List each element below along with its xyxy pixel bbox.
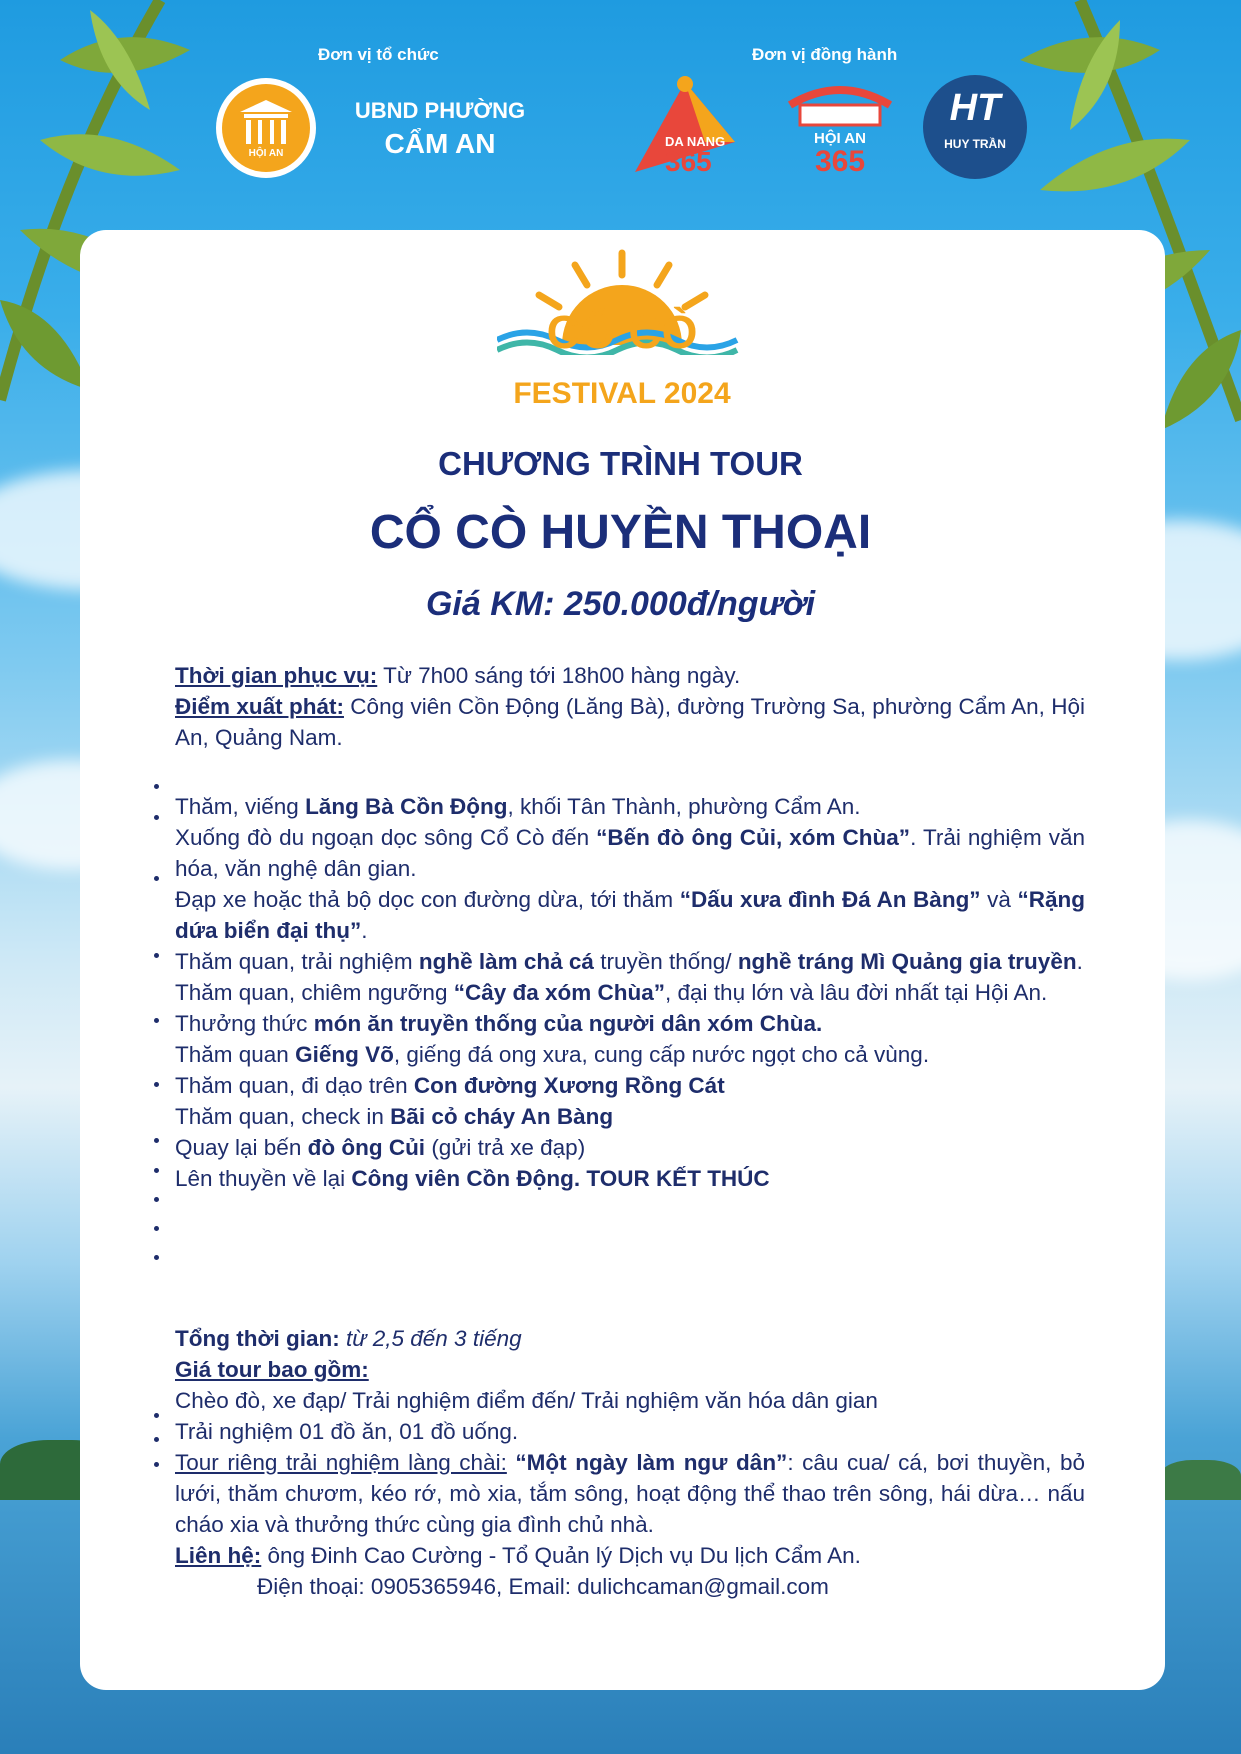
festival-name: CỔ CÒ xyxy=(546,306,698,358)
list-item: Đạp xe hoặc thả bộ dọc con đường dừa, tới thăm “Dấu xưa đình Đá An Bàng” và “Rặng dứa biển đại thụ”. xyxy=(175,887,1085,943)
private-tour: Tour riêng trải nghiệm làng chài: “Một ngày làm ngư dân”: câu cua/ cá, bơi thuyền, bỏ lưới, thăm chươm, kéo rớ, mò xia, tắm sông, hoạt động thể thao trên sông, hái dừa… nấu cháo xia và thưởng thức cùng gia đình chủ nhà. xyxy=(175,1450,1085,1537)
danang-365: 365 xyxy=(665,146,712,177)
hoian-bridge-icon xyxy=(785,75,895,135)
list-item: Lên thuyền về lại Công viên Cồn Động. TOUR KẾT THÚC xyxy=(175,1166,770,1191)
tour-name: CỔ CÒ HUYỀN THOẠI xyxy=(369,506,872,559)
bullet xyxy=(154,815,159,820)
danang-label: DA NANG xyxy=(665,134,726,149)
promo-price: Giá KM: 250.000đ/người xyxy=(425,585,816,623)
bullet xyxy=(154,1437,159,1442)
bullet xyxy=(154,953,159,958)
list-item: Thăm quan Giếng Võ, giếng đá ong xưa, cung cấp nước ngọt cho cả vùng. xyxy=(175,1042,930,1067)
hoi-an-logo-text: HỘI AN xyxy=(248,148,284,159)
bullet xyxy=(154,1018,159,1023)
include-item: Trải nghiệm 01 đồ ăn, 01 đồ uống. xyxy=(175,1419,519,1444)
hoian-365-logo xyxy=(785,75,895,185)
bullet xyxy=(154,1168,159,1173)
list-item: Xuống đò du ngoạn dọc sông Cổ Cò đến “Bến đò ông Củi, xóm Chùa”. Trải nghiệm văn hóa, văn nghệ dân gian. xyxy=(175,825,1085,881)
bullet xyxy=(154,784,159,789)
bullet xyxy=(154,1226,159,1231)
list-item: Thăm, viếng Lăng Bà Cồn Động, khối Tân Thành, phường Cẩm An. xyxy=(175,794,861,819)
festival-logo xyxy=(497,245,747,420)
list-item: Thăm quan, check in Bãi cỏ cháy An Bàng xyxy=(175,1104,614,1129)
partner-label: Đơn vị đồng hành xyxy=(752,45,898,64)
hoian-365: 365 xyxy=(814,145,866,178)
shore-trees xyxy=(1160,1460,1241,1500)
bullet xyxy=(154,1082,159,1087)
huy-tran-monogram: HT xyxy=(949,87,1001,129)
tour-summary xyxy=(175,1323,1085,1602)
danang-365-logo xyxy=(625,72,745,182)
hoian-label: HỘI AN xyxy=(814,130,866,147)
organizer-label: Đơn vị tổ chức xyxy=(318,45,439,64)
hoi-an-logo xyxy=(216,78,316,178)
festival-year: FESTIVAL 2024 xyxy=(513,377,731,410)
includes-heading: Giá tour bao gồm: xyxy=(175,1357,369,1382)
bullet xyxy=(154,1138,159,1143)
organizer-name xyxy=(340,98,540,160)
pagoda-gate-icon xyxy=(238,98,294,146)
contact: Liên hệ: ông Đinh Cao Cường - Tổ Quản lý Dịch vụ Du lịch Cẩm An. xyxy=(175,1543,861,1568)
program-title: CHƯƠNG TRÌNH TOUR xyxy=(438,445,803,482)
huy-tran-logo xyxy=(923,75,1027,179)
list-item: Thăm quan, trải nghiệm nghề làm chả cá truyền thống/ nghề tráng Mì Quảng gia truyền. xyxy=(175,949,1083,974)
bullet xyxy=(154,1255,159,1260)
organizer-name-line2: CẨM AN xyxy=(384,128,496,159)
bullet xyxy=(154,1462,159,1467)
itinerary-list xyxy=(175,791,1085,1194)
service-time: Thời gian phục vụ: Từ 7h00 sáng tới 18h00 hàng ngày. xyxy=(175,663,741,688)
bullet xyxy=(154,1413,159,1418)
bullet xyxy=(154,876,159,881)
departure-point: Điểm xuất phát: Công viên Cồn Động (Lăng Bà), đường Trường Sa, phường Cẩm An, Hội An, Quảng Nam. xyxy=(175,694,1086,750)
huy-tran-name: HUY TRẦN xyxy=(944,137,1006,151)
tour-info xyxy=(175,660,1085,753)
duration: Tổng thời gian: từ 2,5 đến 3 tiếng xyxy=(175,1326,522,1351)
include-item: Chèo đò, xe đạp/ Trải nghiệm điểm đến/ Trải nghiệm văn hóa dân gian xyxy=(175,1388,878,1413)
list-item: Thăm quan, chiêm ngưỡng “Cây đa xóm Chùa”, đại thụ lớn và lâu đời nhất tại Hội An. xyxy=(175,980,1048,1005)
list-item: Quay lại bến đò ông Củi (gửi trả xe đạp) xyxy=(175,1135,586,1160)
list-item: Thưởng thức món ăn truyền thống của người dân xóm Chùa. xyxy=(175,1011,823,1036)
bullet xyxy=(154,1197,159,1202)
list-item: Thăm quan, đi dạo trên Con đường Xương Rồng Cát xyxy=(175,1073,725,1098)
organizer-name-line1: UBND PHƯỜNG xyxy=(354,98,526,123)
phone-email: Điện thoại: 0905365946, Email: dulichcaman@gmail.com xyxy=(257,1574,829,1599)
